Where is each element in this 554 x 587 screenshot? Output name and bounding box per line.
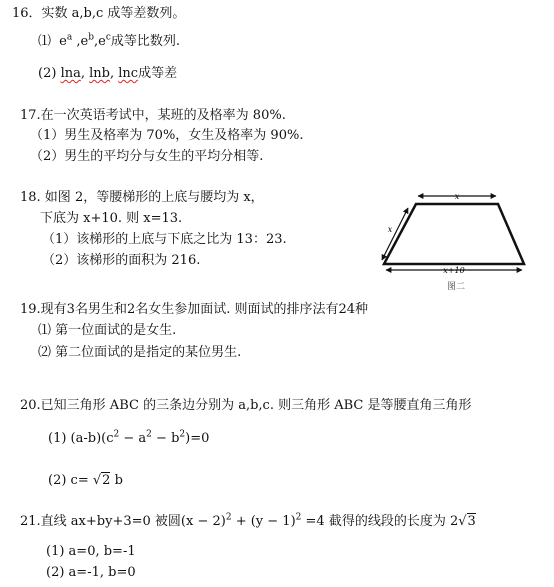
q20-c1-exp-2: 2 <box>146 429 152 440</box>
q20-c2-tail: b <box>110 473 123 488</box>
q16-c1-num: ⑴ <box>38 34 52 49</box>
q16-c1-tail: 成等比数列. <box>110 34 181 49</box>
top-label: x <box>454 192 460 201</box>
side-label: x <box>387 225 393 234</box>
q21-condition-1: (1) a=0, b=-1 <box>46 544 136 559</box>
q21-title <box>20 514 476 530</box>
q20-c1-exp-1: 2 <box>113 429 120 440</box>
q16-c2-num: (2) <box>38 66 57 81</box>
q20-c2-prefix: (2) c= <box>48 473 93 488</box>
q16-c1-e1: e <box>59 34 67 49</box>
q20-condition-2 <box>48 473 123 489</box>
q21-condition-2: (2) a=-1, b=0 <box>46 565 136 580</box>
q21-after: =4 截得的线段的长度为 2 <box>301 514 459 529</box>
q16-c1-e2: e <box>80 34 89 49</box>
q16-condition-2: (2) lna, lnb, lnc成等差 <box>38 66 178 81</box>
trapezoid-figure <box>376 188 536 298</box>
q20-condition-1 <box>48 431 209 447</box>
q21-plus: + <box>231 514 251 529</box>
q17-title: 17.在一次英语考试中，某班的及格率为 80%. <box>20 108 286 123</box>
q16-c1-exp-a: a <box>66 32 73 43</box>
q18-line-2: 下底为 x+10. 则 x=13. <box>40 211 183 226</box>
q21-exp-2: 2 <box>295 512 302 523</box>
q16-c2-lna: lna <box>60 66 81 81</box>
sqrt-sign: √ <box>92 473 102 488</box>
q16-title: 16．实数 a,b,c 成等差数列。 <box>12 6 186 21</box>
q16-c2-tail: 成等差 <box>138 66 178 81</box>
q21-radicand: 3 <box>467 514 476 529</box>
q17-condition-2: （2）男生的平均分与女生的平均分相等. <box>30 149 264 164</box>
q21-paren-1: (x − 2) <box>180 514 226 529</box>
q20-title: 20.已知三角形 ABC 的三条边分别为 a,b,c. 则三角形 ABC 是等腰直角三角形 <box>20 398 472 413</box>
q20-c1-prefix: (1) (a-b)(c <box>48 431 114 446</box>
sqrt-sign: √ <box>458 514 467 529</box>
q19-condition-2: ⑵ 第二位面试的是指定的某位男生. <box>38 345 242 360</box>
q19-title: 19.现有3名男生和2名女生参加面试. 则面试的排序法有24种 <box>20 302 369 317</box>
figure-caption: 图二 <box>446 282 466 292</box>
q16-c1-exp-b: b <box>88 32 94 43</box>
q20-c1-mid-1: − a <box>119 431 147 446</box>
q17-condition-1: （1）男生及格率为 70%，女生及格率为 90%. <box>30 128 304 143</box>
q16-c1-e3: e <box>98 34 106 49</box>
q16-c2-lnc: lnc <box>118 66 139 81</box>
q21-paren-2: (y − 1) <box>250 514 296 529</box>
q18-title: 18. 如图 2，等腰梯形的上底与腰均为 x， <box>20 190 264 205</box>
q21-exp-1: 2 <box>225 512 232 523</box>
q16-c2-lnb: lnb <box>89 66 110 81</box>
q20-c1-mid-2: − b <box>151 431 180 446</box>
q16-condition-1: ⑴ $e^a$ $,e^b,e^c$成等比数列. <box>38 32 181 49</box>
q20-c1-tail: )=0 <box>185 431 210 446</box>
q19-condition-1: ⑴ 第一位面试的是女生. <box>38 323 177 338</box>
q20-c1-exp-3: 2 <box>179 429 186 440</box>
q21-prefix: 21.直线 ax+by+3=0 被圆 <box>20 514 181 529</box>
side-dimension-arrow <box>382 208 408 260</box>
q18-condition-1: （1）该梯形的上底与下底之比为 13：23. <box>42 232 287 247</box>
q20-c2-radicand: 2 <box>102 473 111 488</box>
q18-condition-2: （2）该梯形的面积为 216. <box>42 253 201 268</box>
q16-c1-exp-c: c <box>105 32 111 43</box>
bottom-label: x+10 <box>443 266 465 275</box>
